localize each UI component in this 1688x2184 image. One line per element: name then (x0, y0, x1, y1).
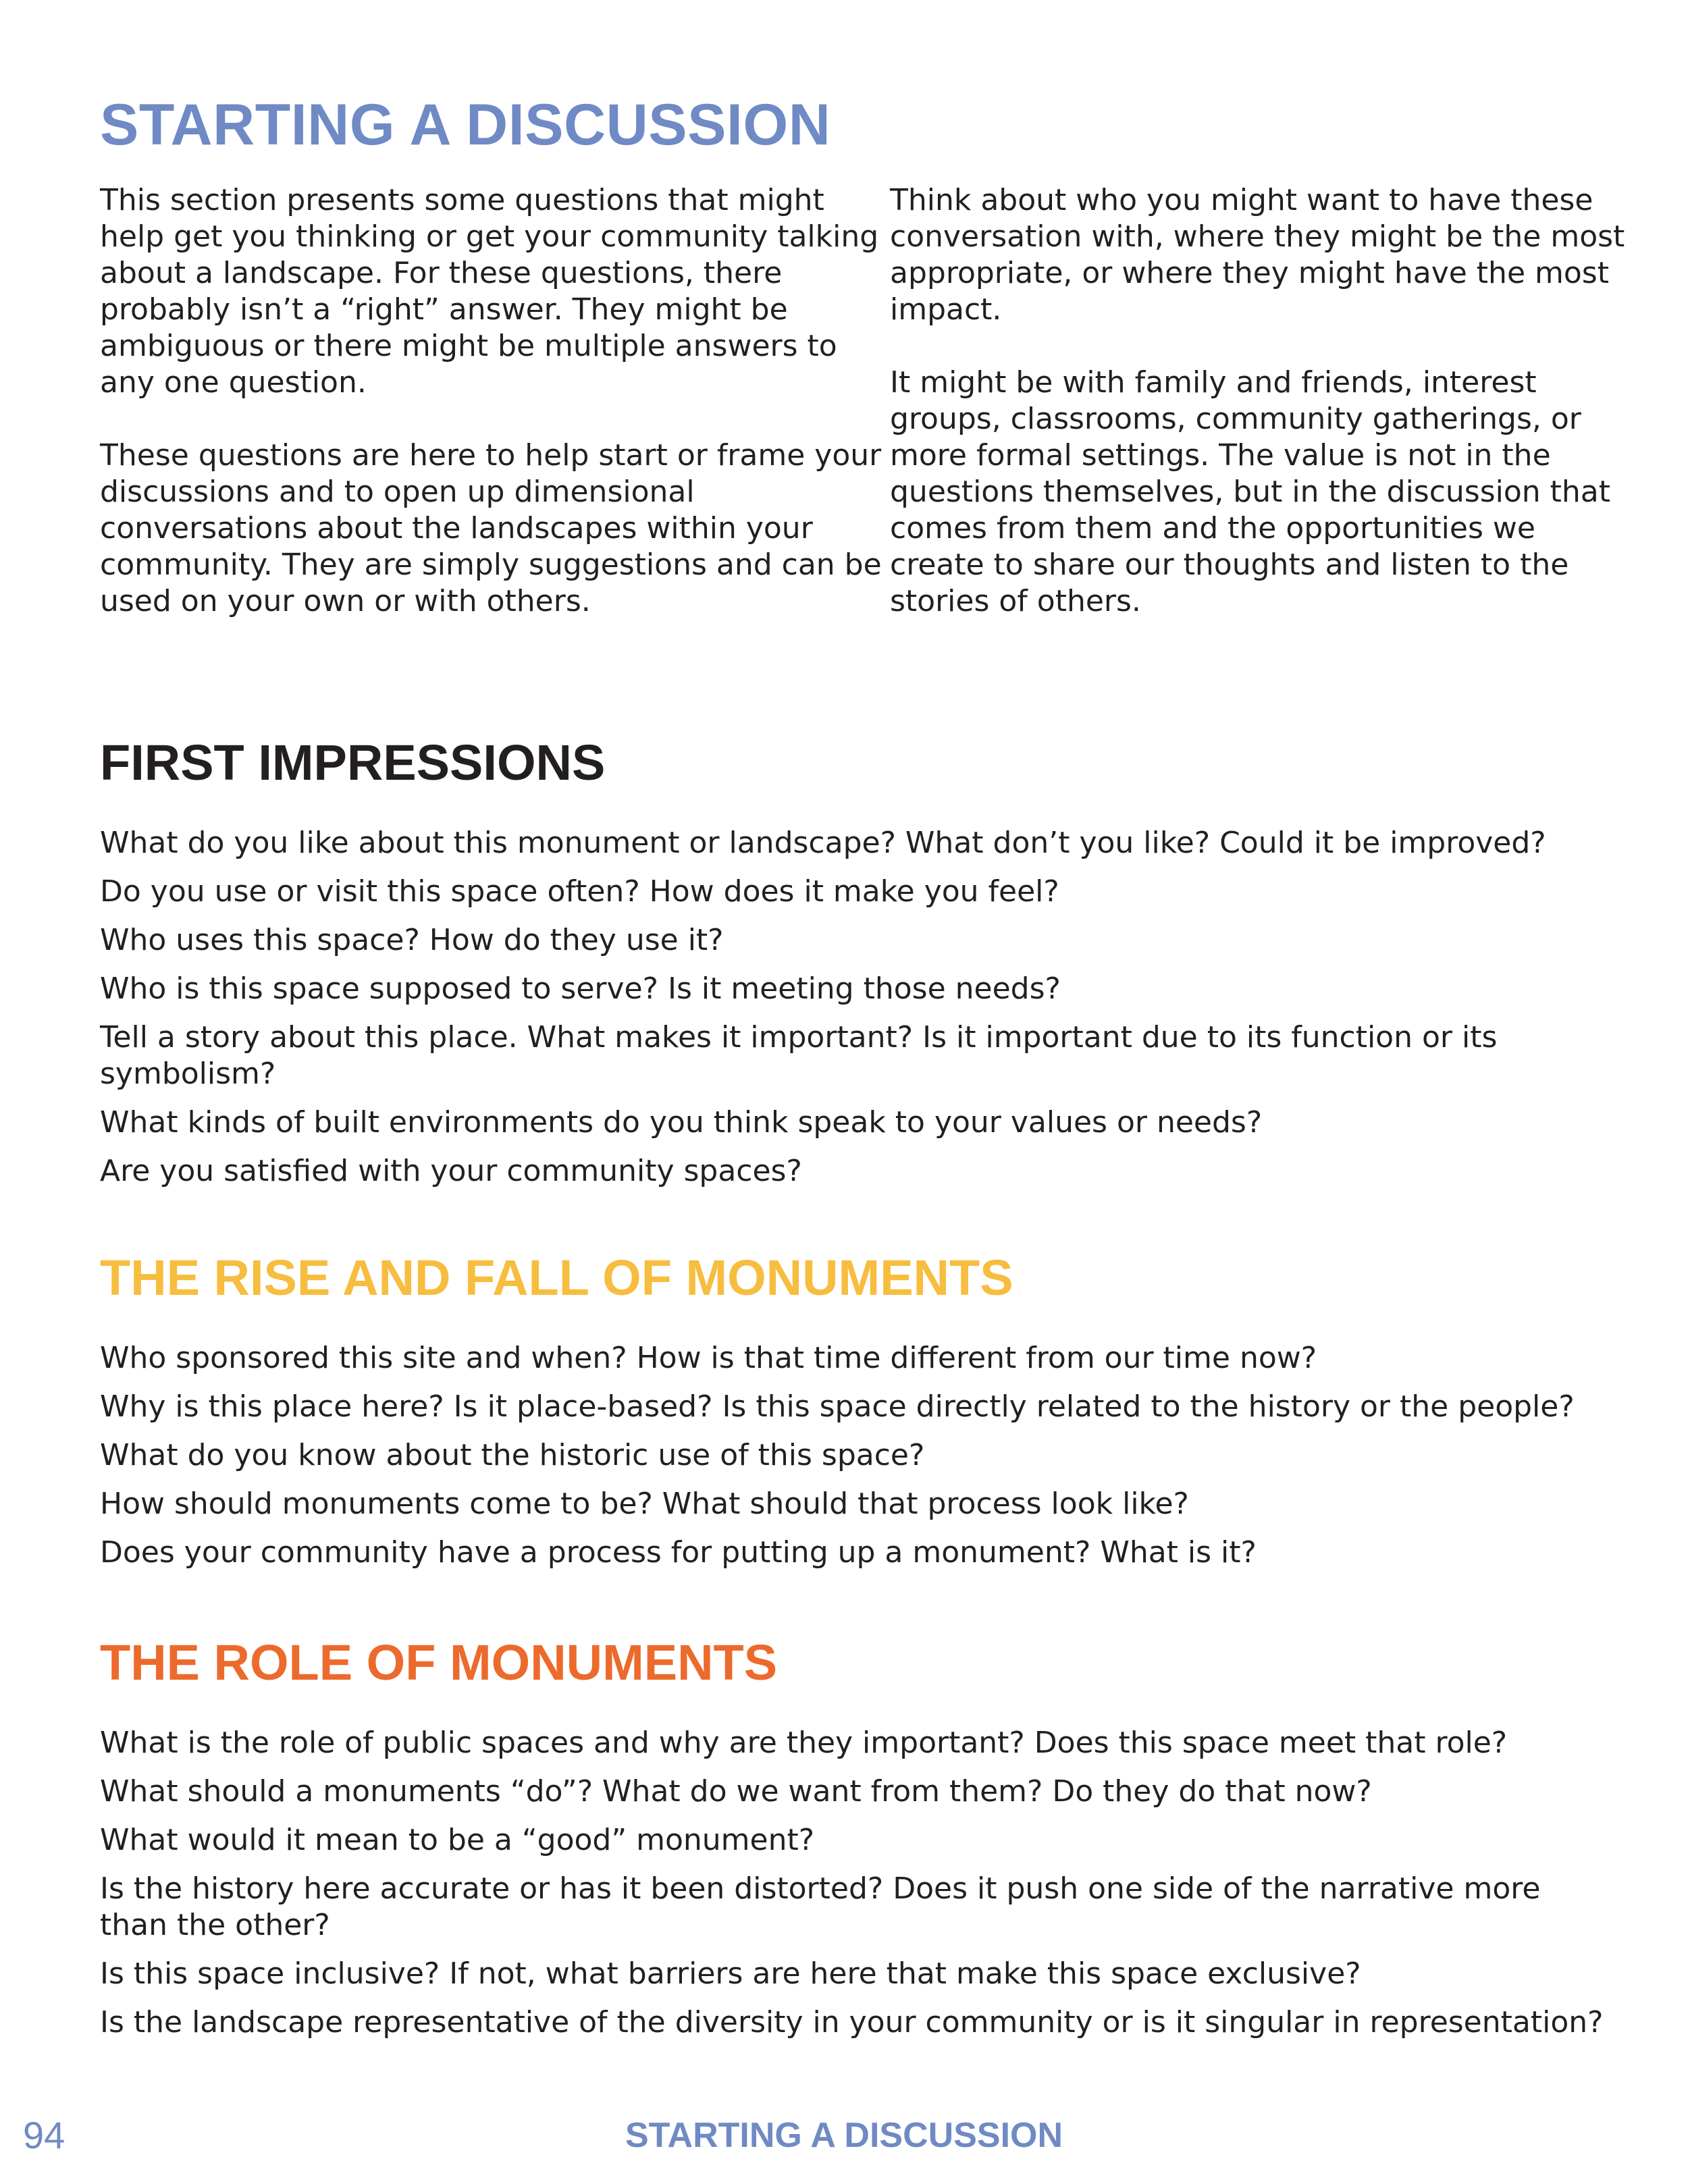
question-item: Is this space inclusive? If not, what barriers are here that make this space exclusive? (100, 1956, 1361, 1991)
question-item: What kinds of built environments do you think speak to your values or needs? (100, 1105, 1263, 1140)
question-item: Who is this space supposed to serve? Is it meeting those needs? (100, 971, 1061, 1006)
page-number: 94 (23, 2114, 65, 2156)
intro-paragraph: Think about who you might want to have these conversation with, where they might be the most appropriate, or where they might have the most impact. (890, 183, 1625, 327)
question-list-first-impressions (100, 825, 1606, 1202)
intro-left-column (100, 182, 897, 656)
question-item: What would it mean to be a “good” monument? (100, 1823, 815, 1857)
question-item: Why is this place here? Is it place-based? Is this space directly related to the history or the people? (100, 1389, 1575, 1424)
question-item: Tell a story about this place. What makes it important? Is it important due to its function or its symbolism? (100, 1020, 1498, 1091)
intro-right-column (890, 182, 1633, 656)
question-item: What do you like about this monument or landscape? What don’t you like? Could it be improved? (100, 826, 1546, 860)
question-list-role-of-monuments (100, 1725, 1606, 2053)
section-heading-rise-and-fall: THE RISE AND FALL OF MONUMENTS (100, 1250, 1013, 1306)
question-item: What is the role of public spaces and why are they important? Does this space meet that role? (100, 1726, 1508, 1760)
page-title: STARTING A DISCUSSION (100, 92, 831, 157)
question-item: Who uses this space? How do they use it? (100, 923, 724, 957)
question-item: Does your community have a process for putting up a monument? What is it? (100, 1535, 1257, 1570)
question-item: What should a monuments “do”? What do we want from them? Do they do that now? (100, 1774, 1372, 1809)
question-item: Are you satisfied with your community spaces? (100, 1154, 802, 1188)
question-list-rise-and-fall (100, 1340, 1606, 1583)
section-heading-role-of-monuments: THE ROLE OF MONUMENTS (100, 1634, 778, 1690)
section-heading-first-impressions: FIRST IMPRESSIONS (100, 735, 606, 791)
question-item: Who sponsored this site and when? How is that time different from our time now? (100, 1341, 1317, 1375)
intro-paragraph: These questions are here to help start or frame your discussions and to open up dimensional conversations about the landscapes within your community. They are simply suggestions and can be used on your own or with others. (100, 438, 882, 618)
intro-paragraph: This section presents some questions that might help get you thinking or get your community talking about a landscape. For these questions, there probably isn’t a “right” answer. They might be ambiguous or there might be multiple answers to any one question. (100, 183, 879, 400)
question-item: Do you use or visit this space often? How does it make you feel? (100, 874, 1059, 909)
question-item: Is the history here accurate or has it been distorted? Does it push one side of the narrative more than the other? (100, 1871, 1541, 1942)
question-item: How should monuments come to be? What should that process look like? (100, 1487, 1189, 1521)
intro-paragraph: It might be with family and friends, interest groups, classrooms, community gatherings, or more formal settings. The value is not in the questions themselves, but in the discussion that comes from them and the opportunities we create to share our thoughts and listen to the stories of others. (890, 365, 1611, 618)
question-item: What do you know about the historic use of this space? (100, 1438, 925, 1472)
footer-title: STARTING A DISCUSSION (625, 2116, 1063, 2155)
question-item: Is the landscape representative of the diversity in your community or is it singular in representation? (100, 2005, 1604, 2040)
